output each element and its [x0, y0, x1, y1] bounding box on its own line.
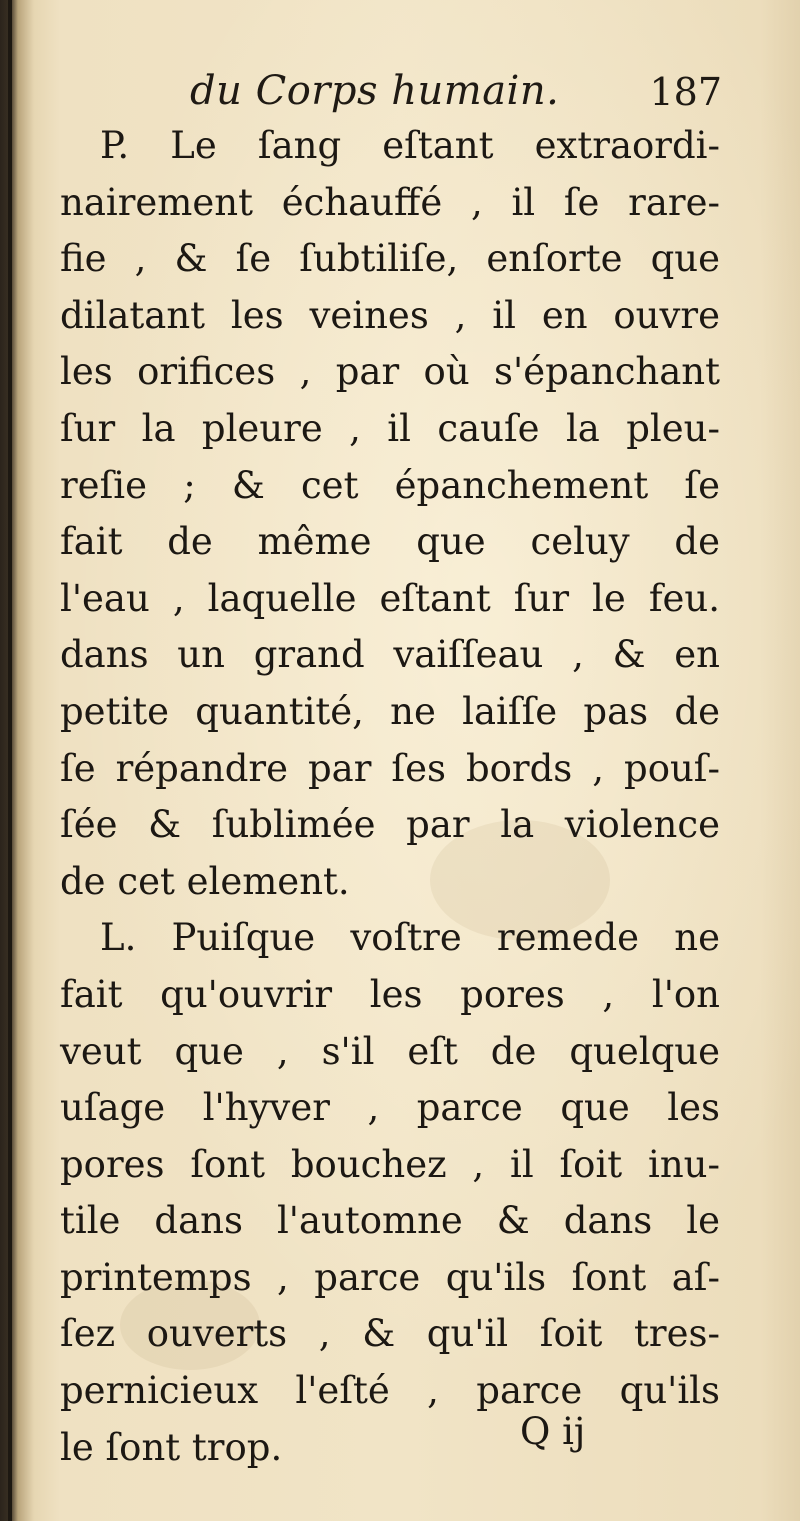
text-line: P. Le ſang eſtant extraordi-: [100, 124, 720, 167]
text-line: ſe répandre par ſes bords , pouſ-: [60, 746, 720, 790]
body-text: [60, 118, 720, 1476]
text-line: ſur la pleure , il cauſe la pleu-: [60, 406, 720, 450]
text-line: pores ſont bouchez , il ſoit inu-: [60, 1142, 720, 1186]
gutter-edge: [8, 0, 12, 1521]
text-line: l'eau , laquelle eſtant ſur le feu.: [60, 576, 720, 620]
text-line: ſée & ſublimée par la violence: [60, 803, 720, 847]
page-header: [190, 62, 750, 122]
text-line: le ſont trop.: [60, 1425, 283, 1469]
text-line: fait qu'ouvrir les pores , l'on: [60, 972, 720, 1016]
text-line: printemps , parce qu'ils ſont aſ-: [60, 1255, 720, 1299]
running-title: du Corps humain.: [190, 68, 560, 114]
text-line: de cet element.: [60, 859, 350, 903]
text-line: ſez ouverts , & qu'il ſoit tres-: [60, 1312, 720, 1356]
text-line: fie , & ſe ſubtiliſe, enſorte que: [60, 237, 720, 281]
text-line: dans un grand vaiſſeau , & en: [60, 633, 720, 677]
text-line: L. Puiſque voſtre remede ne: [100, 916, 720, 960]
signature-mark: Q ij: [520, 1410, 586, 1453]
text-line: tile dans l'automne & dans le: [60, 1199, 720, 1243]
text-line: les orifices , par où s'épanchant: [60, 350, 720, 394]
page-number: 187: [649, 70, 722, 114]
text-line: petite quantité, ne laiſſe pas de: [60, 689, 720, 733]
text-line: veut que , s'il eſt de quelque: [60, 1029, 720, 1073]
text-line: pernicieux l'eſté , parce qu'ils: [60, 1369, 720, 1413]
text-line: dilatant les veines , il en ouvre: [60, 293, 720, 337]
text-line: uſage l'hyver , parce que les: [60, 1086, 720, 1130]
text-line: reſie ; & cet épanchement ſe: [60, 463, 720, 507]
text-line: nairement échauffé , il ſe rare-: [60, 180, 720, 224]
text-line: fait de même que celuy de: [60, 520, 720, 564]
